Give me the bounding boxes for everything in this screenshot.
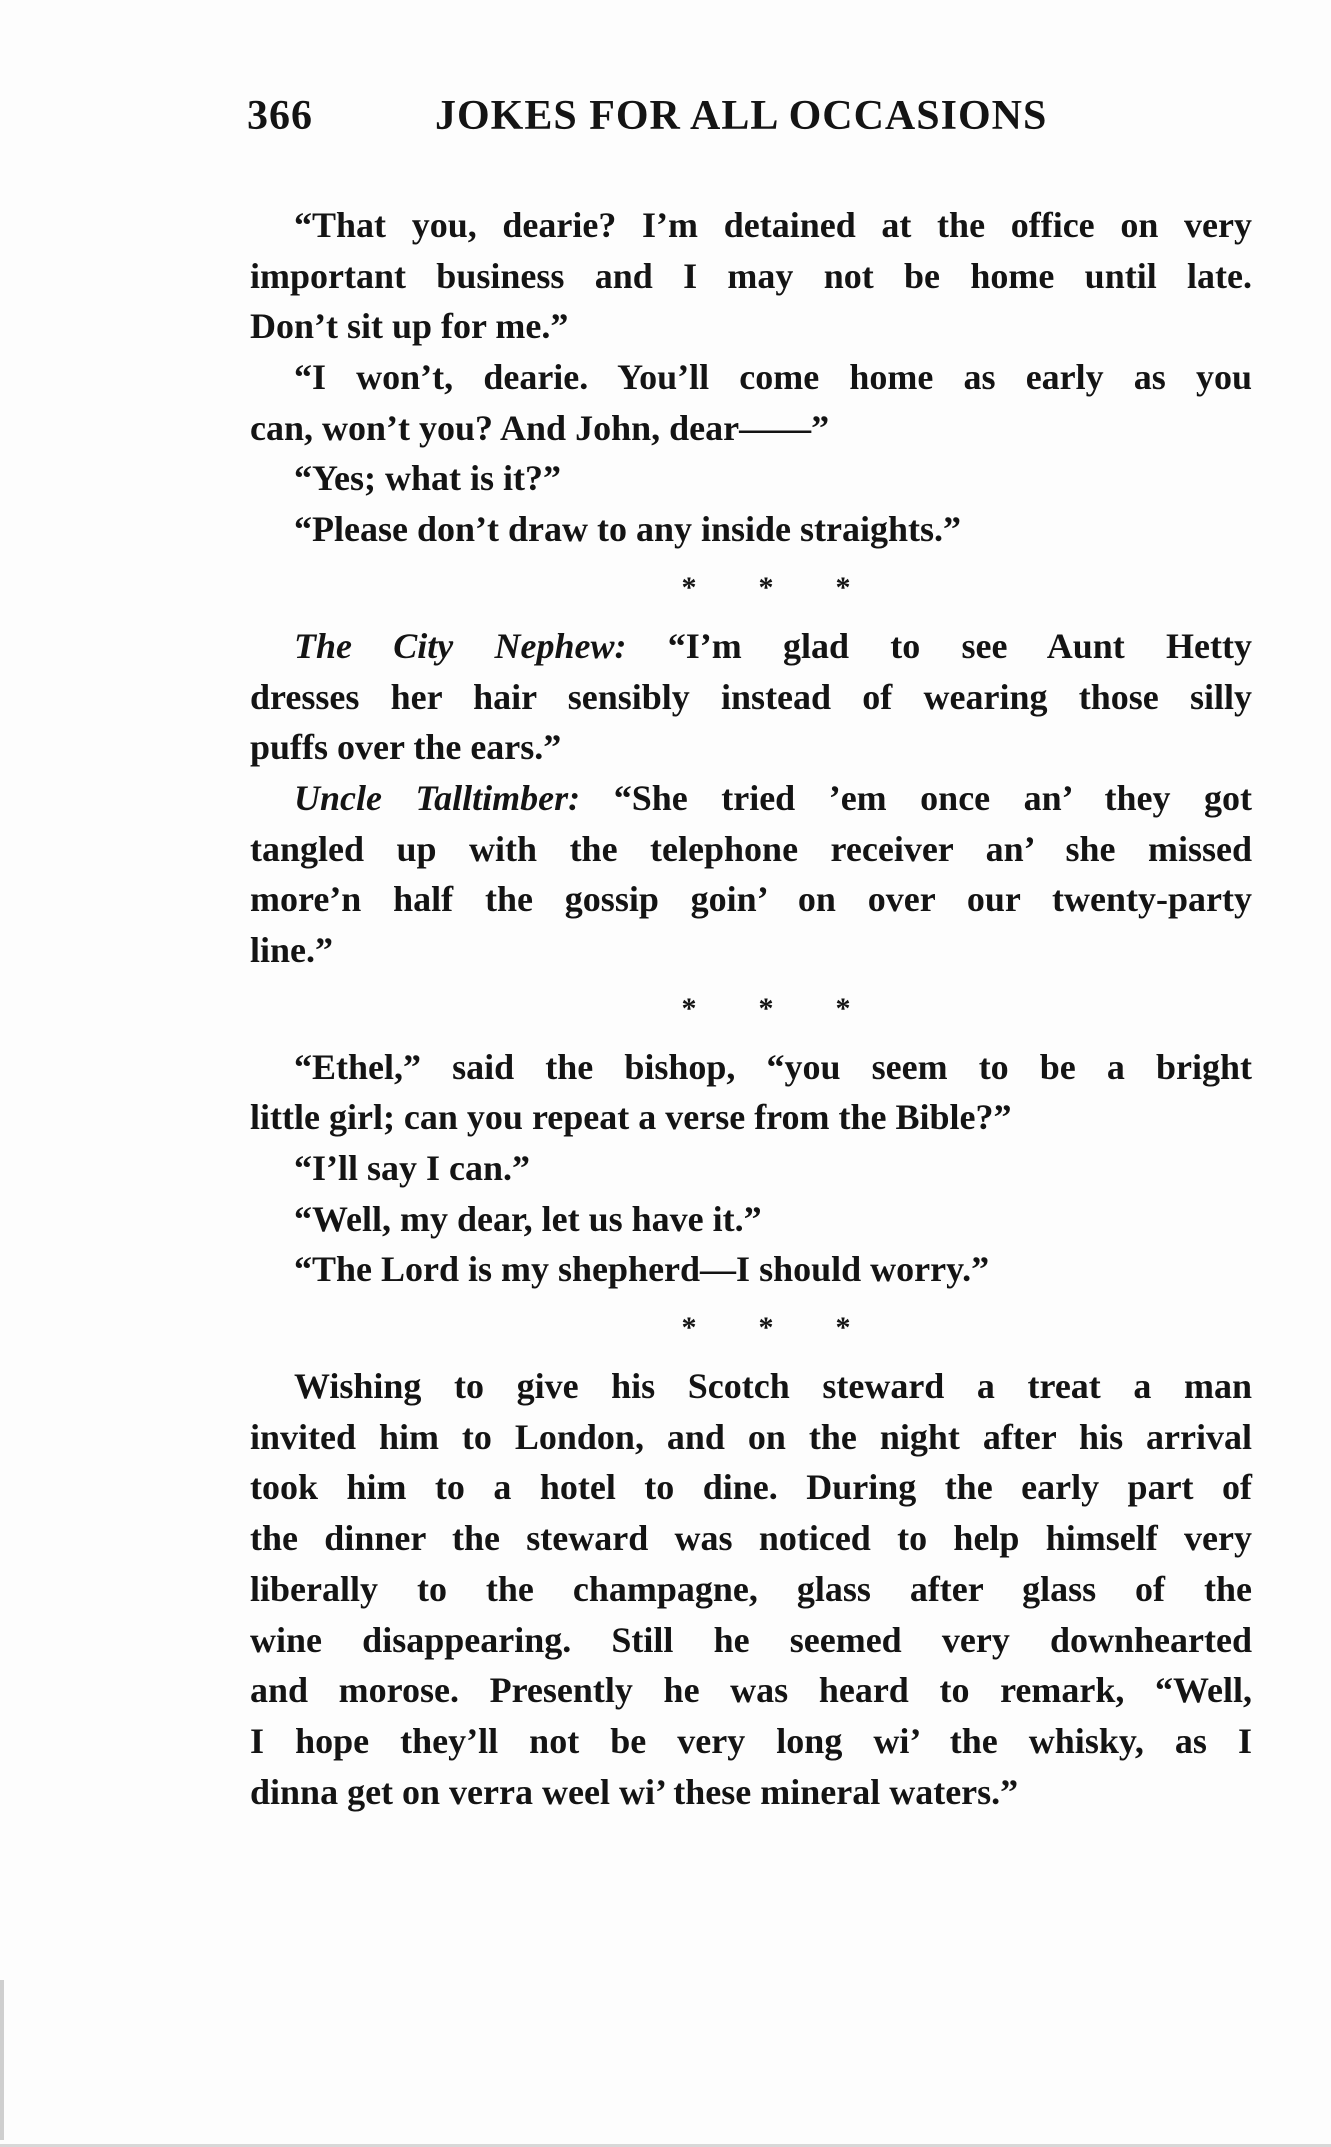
running-head [247,92,1077,148]
paragraph-line: tangled up with the telephone receiver an’ she missed [250,828,1252,869]
dialogue-text: “She tried ’em once an’ they got [613,777,1252,818]
joke-1 [250,200,1252,555]
dialogue-text: “I’m glad to see Aunt Hetty [667,625,1253,666]
paragraph-line: puffs over the ears.” [250,727,562,768]
paragraph-line: “The Lord is my shepherd—I should worry.” [294,1249,990,1290]
section-separator [250,555,1252,621]
dialogue-line [250,621,1252,672]
paragraph-line: the dinner the steward was noticed to help himself very [250,1518,1252,1559]
paragraph-line: Wishing to give his Scotch steward a treat a man [294,1366,1252,1407]
paragraph-line: I hope they’ll not be very long wi’ the whisky, as I [250,1720,1252,1761]
page-number: 366 [247,93,313,139]
paragraph-line: “I’ll say I can.” [294,1148,531,1188]
paragraph-line: “Please don’t draw to any inside straights.” [294,509,962,550]
paragraph-line: line.” [250,929,334,970]
paragraph-line: “Yes; what is it?” [294,458,561,499]
paragraph-line: Don’t sit up for me.” [250,306,569,347]
paragraph-line: “Well, my dear, let us have it.” [294,1198,762,1239]
separator-asterisk: * [835,1311,851,1345]
dialogue-line [250,773,1252,824]
separator-asterisk: * [758,1311,774,1345]
separator-asterisk: * [681,1311,697,1345]
paragraph-line: more’n half the gossip goin’ on over our twenty-party [250,879,1252,920]
paragraph-line: “That you, dearie? I’m detained at the office on very [294,205,1252,245]
paragraph-line: dresses her hair sensibly instead of wearing those silly [250,676,1252,717]
speaker-label: The City Nephew: [294,625,627,666]
separator-asterisk: * [681,991,697,1025]
paragraph-line: liberally to the champagne, glass after glass of the [250,1568,1252,1609]
separator-asterisk: * [758,991,774,1025]
paragraph-line: and morose. Presently he was heard to remark, “Well, [250,1670,1252,1711]
separator-asterisk: * [835,991,851,1025]
section-separator [250,1295,1252,1361]
paragraph-line: can, won’t you? And John, dear——” [250,407,830,448]
paragraph-line: important business and I may not be home until late. [250,255,1252,296]
running-title: JOKES FOR ALL OCCASIONS [435,93,1048,139]
paragraph-line: took him to a hotel to dine. During the early part of [250,1467,1252,1508]
separator-asterisk: * [758,570,774,604]
section-separator [250,976,1252,1042]
paragraph-line: little girl; can you repeat a verse from the Bible?” [250,1097,1012,1138]
paragraph-line: dinna get on verra weel wi’ these mineral waters.” [250,1771,1019,1812]
joke-3 [250,1042,1252,1295]
scan-edge-left [0,1980,4,2140]
speaker-label: Uncle Talltimber: [294,777,581,818]
text-block [250,200,1252,1817]
joke-2 [250,621,1252,976]
joke-4 [250,1361,1252,1817]
paragraph-line: wine disappearing. Still he seemed very downhearted [250,1619,1252,1660]
paragraph-line: “Ethel,” said the bishop, “you seem to be a bright [294,1046,1252,1087]
separator-asterisk: * [681,570,697,604]
paragraph-line: “I won’t, dearie. You’ll come home as early as you [294,357,1252,398]
separator-asterisk: * [835,570,851,604]
paragraph-line: invited him to London, and on the night after his arrival [250,1416,1252,1457]
